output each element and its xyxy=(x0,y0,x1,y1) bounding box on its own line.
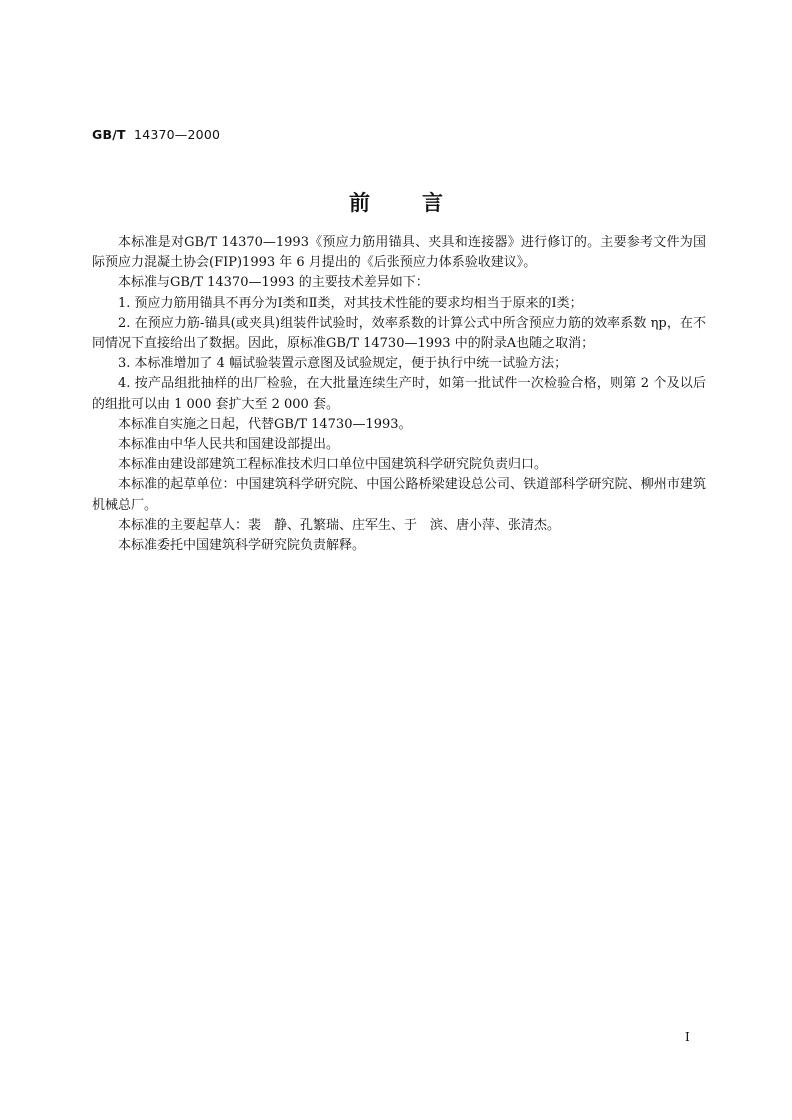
paragraph-difference-1: 1. 预应力筋用锚具不再分为Ⅰ类和Ⅱ类，对其技术性能的要求均相当于原来的Ⅰ类； xyxy=(118,295,583,311)
paragraph-difference-3: 3. 本标准增加了 4 幅试验装置示意图及试验规定，便于执行中统一试验方法； xyxy=(118,356,568,372)
paragraph-difference-4: 4. 按产品组批抽样的出厂检验，在大批量连续生产时，如第一批试件一次检验合格，则第 2 个及以后的组批可以由 1 000 套扩大至 2 000 套。 xyxy=(92,376,706,412)
paragraph-centralized-by: 本标准由建设部建筑工程标准技术归口单位中国建筑科学研究院负责归口。 xyxy=(118,457,548,473)
paragraph-interpretation: 本标准委托中国建筑科学研究院负责解释。 xyxy=(118,538,366,554)
standard-code-number: 14370—2000 xyxy=(134,127,221,142)
page-title: 前言 xyxy=(349,190,495,215)
paragraph-proposed-by: 本标准由中华人民共和国建设部提出。 xyxy=(118,437,340,453)
standard-code-header xyxy=(92,127,220,142)
paragraph-differences-intro: 本标准与GB/T 14370—1993 的主要技术差异如下： xyxy=(118,275,429,291)
paragraph-drafters: 本标准的主要起草人：裴 静、孔繁瑞、庄军生、于 滨、唐小萍、张清杰。 xyxy=(118,517,561,533)
standard-code-prefix: GB/T xyxy=(92,127,126,142)
paragraph-revision-basis: 本标准是对GB/T 14370—1993《预应力筋用锚具、夹具和连接器》进行修订的。主要参考文件为国际预应力混凝土协会(FIP)1993 年 6 月提出的《后张预应力体系验收建议》。 xyxy=(92,235,706,271)
foreword-body xyxy=(92,233,706,556)
paragraph-difference-2: 2. 在预应力筋-锚具(或夹具)组装件试验时，效率系数的计算公式中所含预应力筋的效率系数 ηp，在不同情况下直接给出了数据。因此，原标准GB/T 14730—1993 中的附录A也随之取消； xyxy=(92,315,706,352)
page-number: Ⅰ xyxy=(685,1030,690,1044)
paragraph-drafting-units: 本标准的起草单位：中国建筑科学研究院、中国公路桥梁建设总公司、铁道部科学研究院、柳州市建筑机械总厂。 xyxy=(92,477,706,513)
paragraph-replaces: 本标准自实施之日起，代替GB/T 14730—1993。 xyxy=(118,416,412,432)
